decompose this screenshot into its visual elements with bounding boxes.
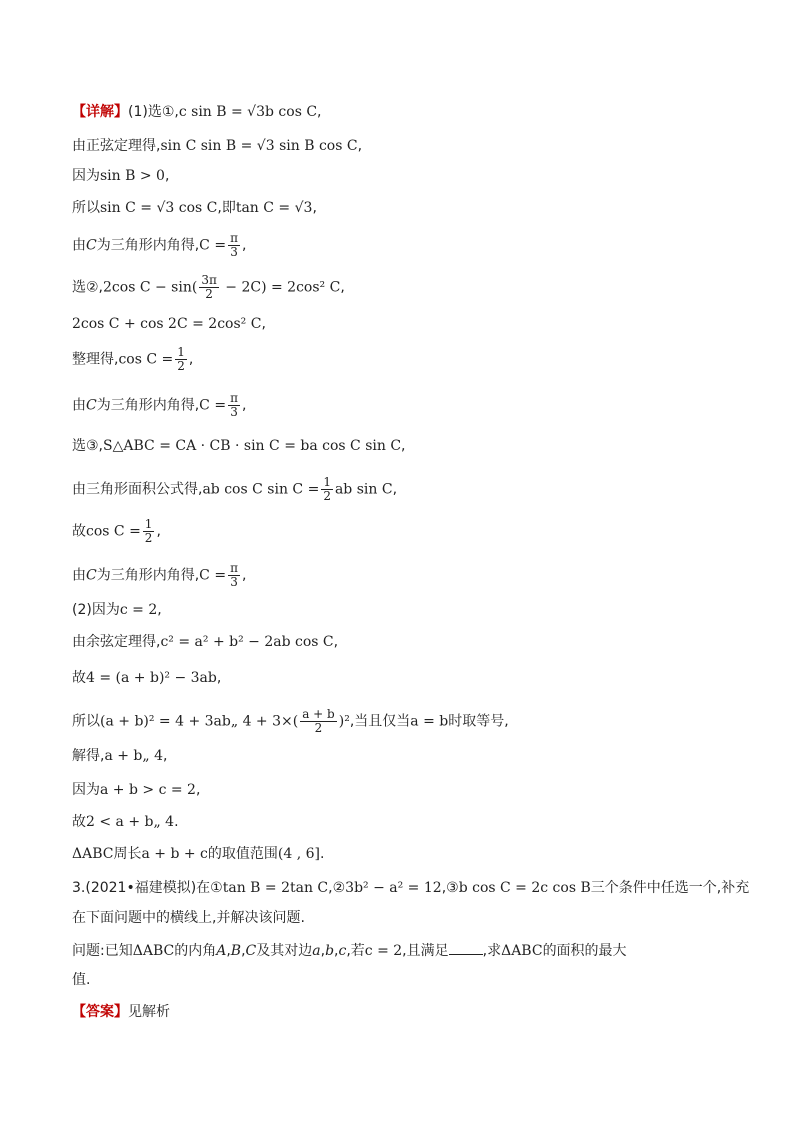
math: 2cos C + cos 2C = 2cos² C [72, 316, 262, 332]
text: , [241, 237, 247, 254]
math: ab sin C [334, 481, 393, 498]
text: , [357, 138, 363, 154]
text: , [216, 670, 222, 686]
denominator: 3 [230, 245, 238, 259]
math: C = [199, 567, 227, 584]
question-3-line-3 [72, 940, 627, 961]
math: a + b + c [141, 846, 208, 862]
text: , [312, 200, 317, 216]
math: (a + b)² = 4 + 3ab„ 4 + 3×( [100, 713, 299, 730]
fraction [143, 518, 155, 545]
math: ΔABC [132, 943, 175, 959]
denominator: 2 [144, 531, 153, 545]
text: 由 [72, 567, 86, 584]
text: 所以 [72, 200, 100, 216]
numerator: 1 [177, 345, 185, 359]
text: 为三角形内角得, [96, 397, 200, 414]
detail-line-2 [72, 136, 362, 156]
text: ,③ [441, 880, 459, 896]
math: C [86, 567, 97, 584]
text: 因为 [72, 782, 100, 798]
detail-line-10 [72, 436, 406, 456]
question-3-line-1 [72, 878, 749, 898]
denominator: 2 [323, 489, 331, 503]
math: cos C = [118, 351, 174, 368]
text: ,即 [217, 200, 236, 216]
denominator: 3 [230, 405, 238, 419]
math: b cos C = 2c cos B [458, 880, 591, 896]
text: 故 [72, 670, 86, 686]
text: 问题:已知 [72, 943, 133, 959]
numerator: 1 [323, 475, 331, 489]
text: 时取等号, [448, 713, 509, 730]
text: 解得, [72, 748, 105, 764]
text: ,② [328, 880, 346, 896]
numerator: 1 [144, 517, 153, 531]
text: 见解析 [128, 1004, 170, 1020]
math: C [86, 397, 97, 414]
text: 三个条件中任选一个,补充 [590, 880, 750, 896]
question-3-line-4 [72, 970, 90, 990]
math: A [216, 943, 227, 959]
math: sin C sin B = √3 sin B cos C [160, 138, 358, 154]
detail-line-20 [72, 812, 179, 832]
detail-line-17 [72, 708, 509, 735]
text: 由 [72, 397, 86, 414]
fraction [175, 346, 187, 373]
math: C = [199, 397, 227, 414]
text: , [261, 316, 266, 332]
text: 由 [72, 237, 86, 254]
math: a [312, 943, 321, 959]
text: 所以 [72, 713, 100, 730]
text: ,当且仅当 [349, 713, 411, 730]
math: tan C = √3 [235, 200, 313, 216]
text: 故 [72, 814, 86, 830]
detail-line-6 [72, 274, 345, 301]
text: , [320, 943, 326, 959]
math: C [86, 237, 97, 254]
math: a + b„ 4 [104, 748, 164, 764]
detail-line-9 [72, 392, 246, 419]
text: , [317, 104, 322, 120]
text: 的内角 [174, 943, 217, 959]
text: , [340, 279, 345, 296]
numerator: a + b [302, 707, 335, 721]
text: 选③, [72, 438, 104, 454]
detail-line-11 [72, 476, 397, 503]
text: , [163, 748, 168, 764]
detail-line-18 [72, 746, 167, 766]
detail-line-15 [72, 632, 338, 652]
text: 为三角形内角得, [96, 567, 200, 584]
text: 在下面问题中的横线上,并解决该问题. [72, 910, 305, 926]
text: , [334, 943, 339, 959]
math: tan B = 2tan C [222, 880, 329, 896]
math: 2 < a + b„ 4 [86, 814, 175, 830]
math: S△ABC = CA · CB · sin C = ba cos C sin C [103, 438, 402, 454]
question-3-line-2 [72, 908, 305, 928]
math: c = 2 [364, 943, 403, 959]
answer-blank [449, 940, 483, 955]
text: , [241, 567, 247, 584]
math: cos C = [86, 523, 141, 540]
denominator: 2 [205, 287, 213, 301]
detail-line-8 [72, 346, 193, 373]
numerator: π [230, 391, 238, 405]
math: B [230, 943, 242, 959]
math: b [325, 943, 335, 959]
math: C = [199, 237, 227, 254]
detail-tag: 【详解】 [72, 104, 128, 120]
detail-line-12 [72, 518, 161, 545]
text: 周长 [113, 846, 142, 862]
detail-line-3 [72, 166, 169, 186]
math: C [245, 943, 257, 959]
text: 由正弦定理得, [72, 138, 161, 154]
text: , [164, 168, 170, 184]
text: (1)选①, [128, 104, 179, 120]
text: 由余弦定理得, [72, 634, 161, 650]
math: 3b² − a² = 12 [345, 880, 442, 896]
detail-line-1 [72, 102, 322, 122]
fraction [228, 562, 240, 589]
text: , [195, 782, 201, 798]
detail-line-5 [72, 232, 246, 259]
text: ,求 [482, 943, 502, 959]
text: 整理得, [72, 351, 119, 368]
text: . [320, 846, 325, 862]
fraction [228, 232, 240, 259]
text: 故 [72, 523, 86, 540]
text: 3.(2021•福建模拟)在① [72, 880, 223, 896]
text: , [401, 438, 406, 454]
text: , [241, 943, 246, 959]
answer-line [72, 1002, 170, 1022]
text: 值. [72, 972, 91, 988]
text: 选②, [72, 279, 104, 296]
text: , [241, 397, 247, 414]
numerator: 3π [201, 273, 217, 287]
text: (2)因为 [72, 602, 120, 618]
text: 的面积的最大 [542, 943, 627, 959]
fraction [199, 274, 219, 301]
text: 因为 [72, 168, 100, 184]
math: sin B > 0 [100, 168, 165, 184]
text: 及其对边 [256, 943, 313, 959]
text: , [226, 943, 231, 959]
math: c sin B = √3b cos C [178, 104, 318, 120]
math: )² [338, 713, 350, 730]
text: , [156, 523, 161, 540]
denominator: 2 [177, 359, 185, 373]
math: 4 = (a + b)² − 3ab [86, 670, 217, 686]
text: , [392, 481, 398, 498]
math: ΔABC [72, 846, 114, 862]
text: , [188, 351, 194, 368]
text: , [157, 602, 162, 618]
numerator: π [230, 231, 238, 245]
text: , [333, 634, 339, 650]
detail-line-4 [72, 198, 317, 218]
math: ΔABC [501, 943, 543, 959]
math: c² = a² + b² − 2ab cos C [160, 634, 334, 650]
math: c [338, 943, 347, 959]
text: ,且满足 [402, 943, 449, 959]
detail-line-16 [72, 668, 221, 688]
fraction [321, 476, 333, 503]
math: (4 , 6] [277, 846, 320, 862]
numerator: π [230, 561, 238, 575]
answer-tag: 【答案】 [72, 1004, 128, 1020]
text: ,若 [346, 943, 365, 959]
fraction [228, 392, 240, 419]
text: 由三角形面积公式得, [72, 481, 203, 498]
detail-line-21 [72, 844, 324, 864]
text: 的取值范围 [207, 846, 278, 862]
detail-line-13 [72, 562, 246, 589]
fraction [300, 708, 337, 735]
math: sin C = √3 cos C [100, 200, 218, 216]
detail-line-14 [72, 600, 162, 620]
detail-line-19 [72, 780, 200, 800]
math: − 2C) = 2cos² C [220, 279, 341, 296]
math: a = b [410, 713, 449, 730]
math: a + b > c = 2 [100, 782, 196, 798]
denominator: 3 [230, 575, 238, 589]
text: 为三角形内角得, [96, 237, 200, 254]
math: c = 2 [119, 602, 158, 618]
math: ab cos C sin C = [202, 481, 320, 498]
math: 2cos C − sin( [103, 279, 198, 296]
detail-line-7 [72, 314, 266, 334]
text: . [174, 814, 179, 830]
denominator: 2 [314, 721, 323, 735]
